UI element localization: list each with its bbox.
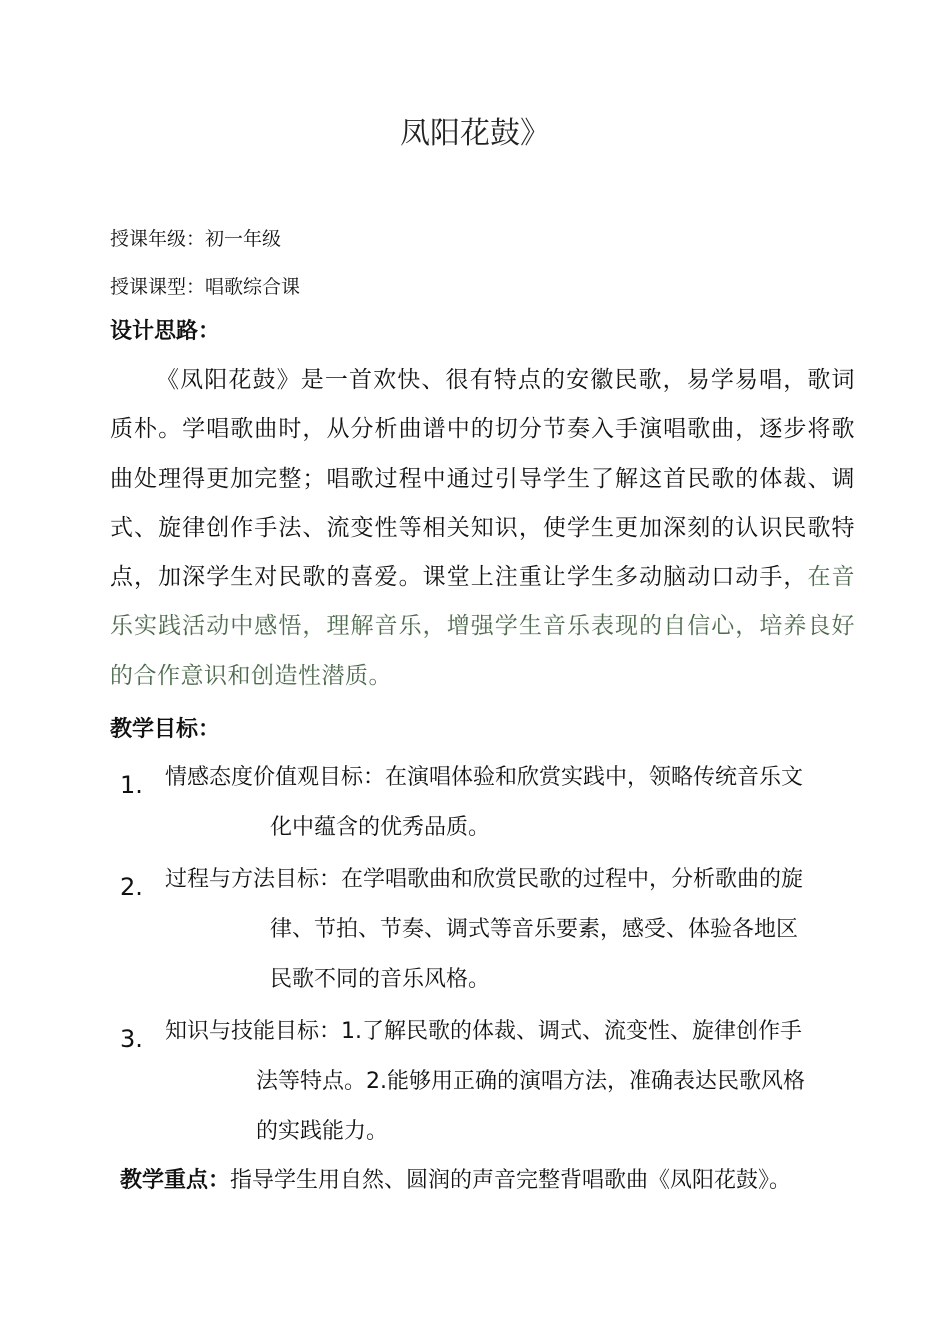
objective-line: 情感态度价值观目标：在演唱体验和欣赏实践中，领略传统音乐文 bbox=[165, 765, 804, 790]
objective-line: 的实践能力。 bbox=[256, 1119, 389, 1144]
key-point-text: 指导学生用自然、圆润的声音完整背唱歌曲《凤阳花鼓》。 bbox=[230, 1168, 792, 1193]
objective-number: 3. bbox=[120, 1025, 143, 1053]
grade-line: 授课年级：初一年级 bbox=[110, 228, 282, 250]
design-text-highlight: 在音乐实践活动中感悟，理解音乐，增强学生音乐表现的自信心，培养良好的合作意识和创造性潜质。 bbox=[110, 564, 856, 689]
objective-number: 2. bbox=[120, 873, 143, 901]
key-point bbox=[120, 1163, 791, 1194]
design-paragraph bbox=[110, 356, 855, 701]
document-title: 凤阳花鼓》 bbox=[400, 116, 550, 151]
objective-line: 律、节拍、节奏、调式等音乐要素，感受、体验各地区 bbox=[270, 917, 799, 942]
design-heading: 设计思路： bbox=[110, 319, 221, 344]
lesson-type-line: 授课课型：唱歌综合课 bbox=[110, 276, 301, 298]
objective-line: 知识与技能目标：1.了解民歌的体裁、调式、流变性、旋律创作手 bbox=[165, 1019, 802, 1044]
objective-line: 民歌不同的音乐风格。 bbox=[270, 967, 491, 992]
objective-line: 法等特点。2.能够用正确的演唱方法，准确表达民歌风格 bbox=[256, 1069, 805, 1094]
objective-line: 化中蕴含的优秀品质。 bbox=[270, 815, 491, 840]
objective-number: 1. bbox=[120, 771, 143, 799]
objectives-heading: 教学目标： bbox=[110, 717, 221, 742]
key-point-label: 教学重点： bbox=[120, 1168, 231, 1193]
design-text: 《凤阳花鼓》是一首欢快、很有特点的安徽民歌，易学易唱，歌词质朴。学唱歌曲时，从分析曲谱中的切分节奏入手演唱歌曲，逐步将歌曲处理得更加完整；唱歌过程中通过引导学生了解这首民歌的体裁、调式、旋律创作手法、流变性等相关知识，使学生更加深刻的认识民歌特点，加深学生对民歌的喜爱。课堂上注重让学生多动脑动口动手， bbox=[110, 367, 855, 591]
objective-line: 过程与方法目标：在学唱歌曲和欣赏民歌的过程中，分析歌曲的旋 bbox=[165, 867, 804, 892]
